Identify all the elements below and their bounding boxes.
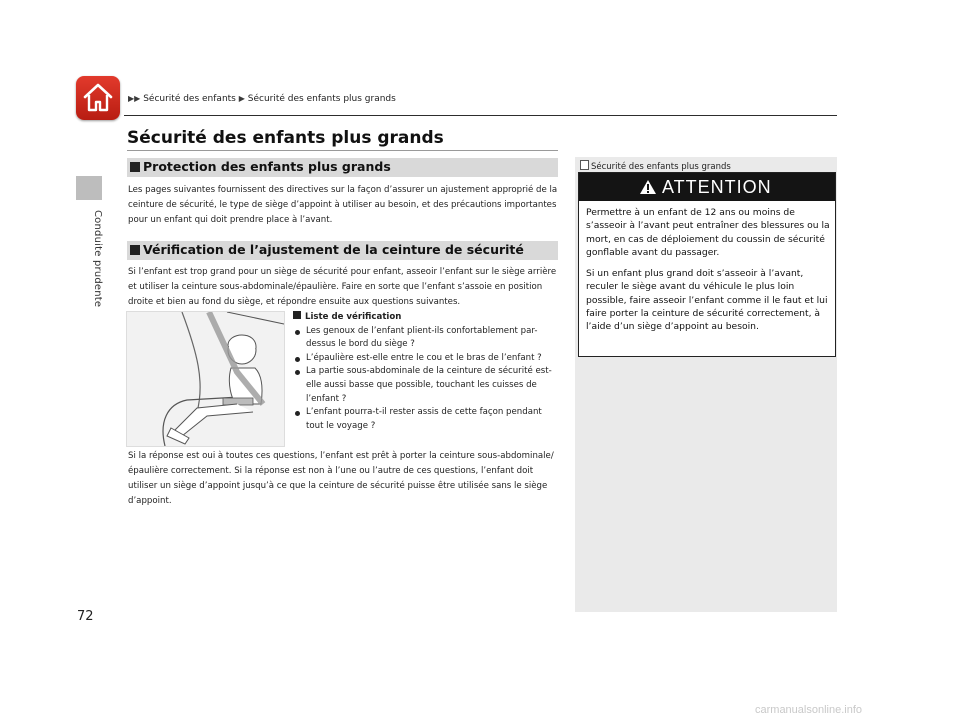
checklist-item — [293, 352, 561, 366]
square-bullet-icon — [293, 311, 301, 319]
checklist-item-text: L’épaulière est-elle entre le cou et le bras de l’enfant ? — [306, 352, 542, 363]
title-divider — [127, 150, 558, 151]
chapter-tab[interactable] — [76, 176, 102, 200]
home-button[interactable] — [76, 76, 120, 120]
page-number: 72 — [77, 609, 94, 624]
header-divider — [124, 115, 837, 116]
bullet-icon — [295, 411, 300, 416]
checklist-item — [293, 365, 561, 406]
breadcrumb-arrow-icon: ▶▶ — [128, 94, 141, 103]
square-bullet-icon — [130, 162, 140, 172]
reference-icon — [580, 160, 589, 170]
checklist-item — [293, 325, 561, 352]
breadcrumb-link-2[interactable]: Sécurité des enfants plus grands — [247, 94, 396, 104]
child-seatbelt-illustration — [126, 311, 285, 447]
bullet-icon — [295, 357, 300, 362]
checklist-heading — [293, 311, 561, 325]
warning-paragraph: Si un enfant plus grand doit s’asseoir à l’avant, reculer le siège avant du véhicule le plus loin possible, faire asseoir l’enfant comme il le faut et lui faire porter la ceinture de sécurité correctement, à l’aide d’un siège d’appoint au besoin. — [586, 268, 828, 333]
chapter-label: Conduite prudente — [92, 210, 103, 308]
section-heading-protection — [127, 158, 558, 177]
checklist-item-text: La partie sous-abdominale de la ceinture de sécurité est-elle aussi basse que possible, touchant les cuisses de l’enfant ? — [306, 366, 552, 404]
cross-reference[interactable] — [580, 160, 731, 172]
breadcrumb-link-1[interactable]: Sécurité des enfants — [143, 94, 236, 104]
square-bullet-icon — [130, 245, 140, 255]
breadcrumb-arrow-icon: ▶ — [238, 94, 245, 103]
section2-conclusion: Si la réponse est oui à toutes ces questions, l’enfant est prêt à porter la ceinture sous-abdominale/épaulière correctement. Si la réponse est non à l’une ou l’autre de ces questions, l’enfant doit utiliser un siège d’appoint jusqu’à ce que la ceinture de sécurité puisse être utilisée sans le siège d’appoint. — [128, 451, 554, 506]
section1-body: Les pages suivantes fournissent des directives sur la façon d’assurer un ajustement approprié de la ceinture de sécurité, le type de siège d’appoint à utiliser au besoin, et des précautions importantes pour un enfant qui doit prendre place à l’avant. — [128, 185, 558, 225]
cross-reference-label: Sécurité des enfants plus grands — [591, 162, 731, 172]
warning-box — [578, 172, 836, 357]
section2-intro: Si l’enfant est trop grand pour un siège de sécurité pour enfant, asseoir l’enfant sur le siège arrière et utiliser la ceinture sous-abdominale/épaulière. Faire en sorte que l’enfant s’assoie en position droite et bien au fond du siège, et répondre ensuite aux questions suivantes. — [128, 267, 557, 307]
watermark: carmanualsonline.info — [755, 704, 863, 716]
section-heading-text: Vérification de l’ajustement de la ceinture de sécurité — [143, 242, 524, 257]
checklist-item-text: Les genoux de l’enfant plient-ils confortablement par-dessus le bord du siège ? — [306, 325, 538, 350]
breadcrumb — [128, 94, 396, 104]
bullet-icon — [295, 330, 300, 335]
checklist-title: Liste de vérification — [305, 312, 402, 322]
section-heading-text: Protection des enfants plus grands — [143, 159, 391, 174]
page-title: Sécurité des enfants plus grands — [127, 128, 444, 148]
bullet-icon — [295, 370, 300, 375]
checklist-item — [293, 406, 561, 433]
home-icon — [81, 81, 115, 115]
warning-paragraph: Permettre à un enfant de 12 ans ou moins de s’asseoir à l’avant peut entraîner des blessures ou la mort, en cas de déploiement du coussin de sécurité gonflable avant du passager. — [586, 207, 830, 258]
warning-title: ATTENTION — [662, 177, 772, 197]
warning-header — [579, 173, 835, 201]
section-heading-belt-fit — [127, 241, 558, 260]
checklist — [293, 311, 561, 433]
checklist-item-text: L’enfant pourra-t-il rester assis de cette façon pendant tout le voyage ? — [306, 407, 542, 431]
warning-triangle-icon — [639, 179, 657, 195]
